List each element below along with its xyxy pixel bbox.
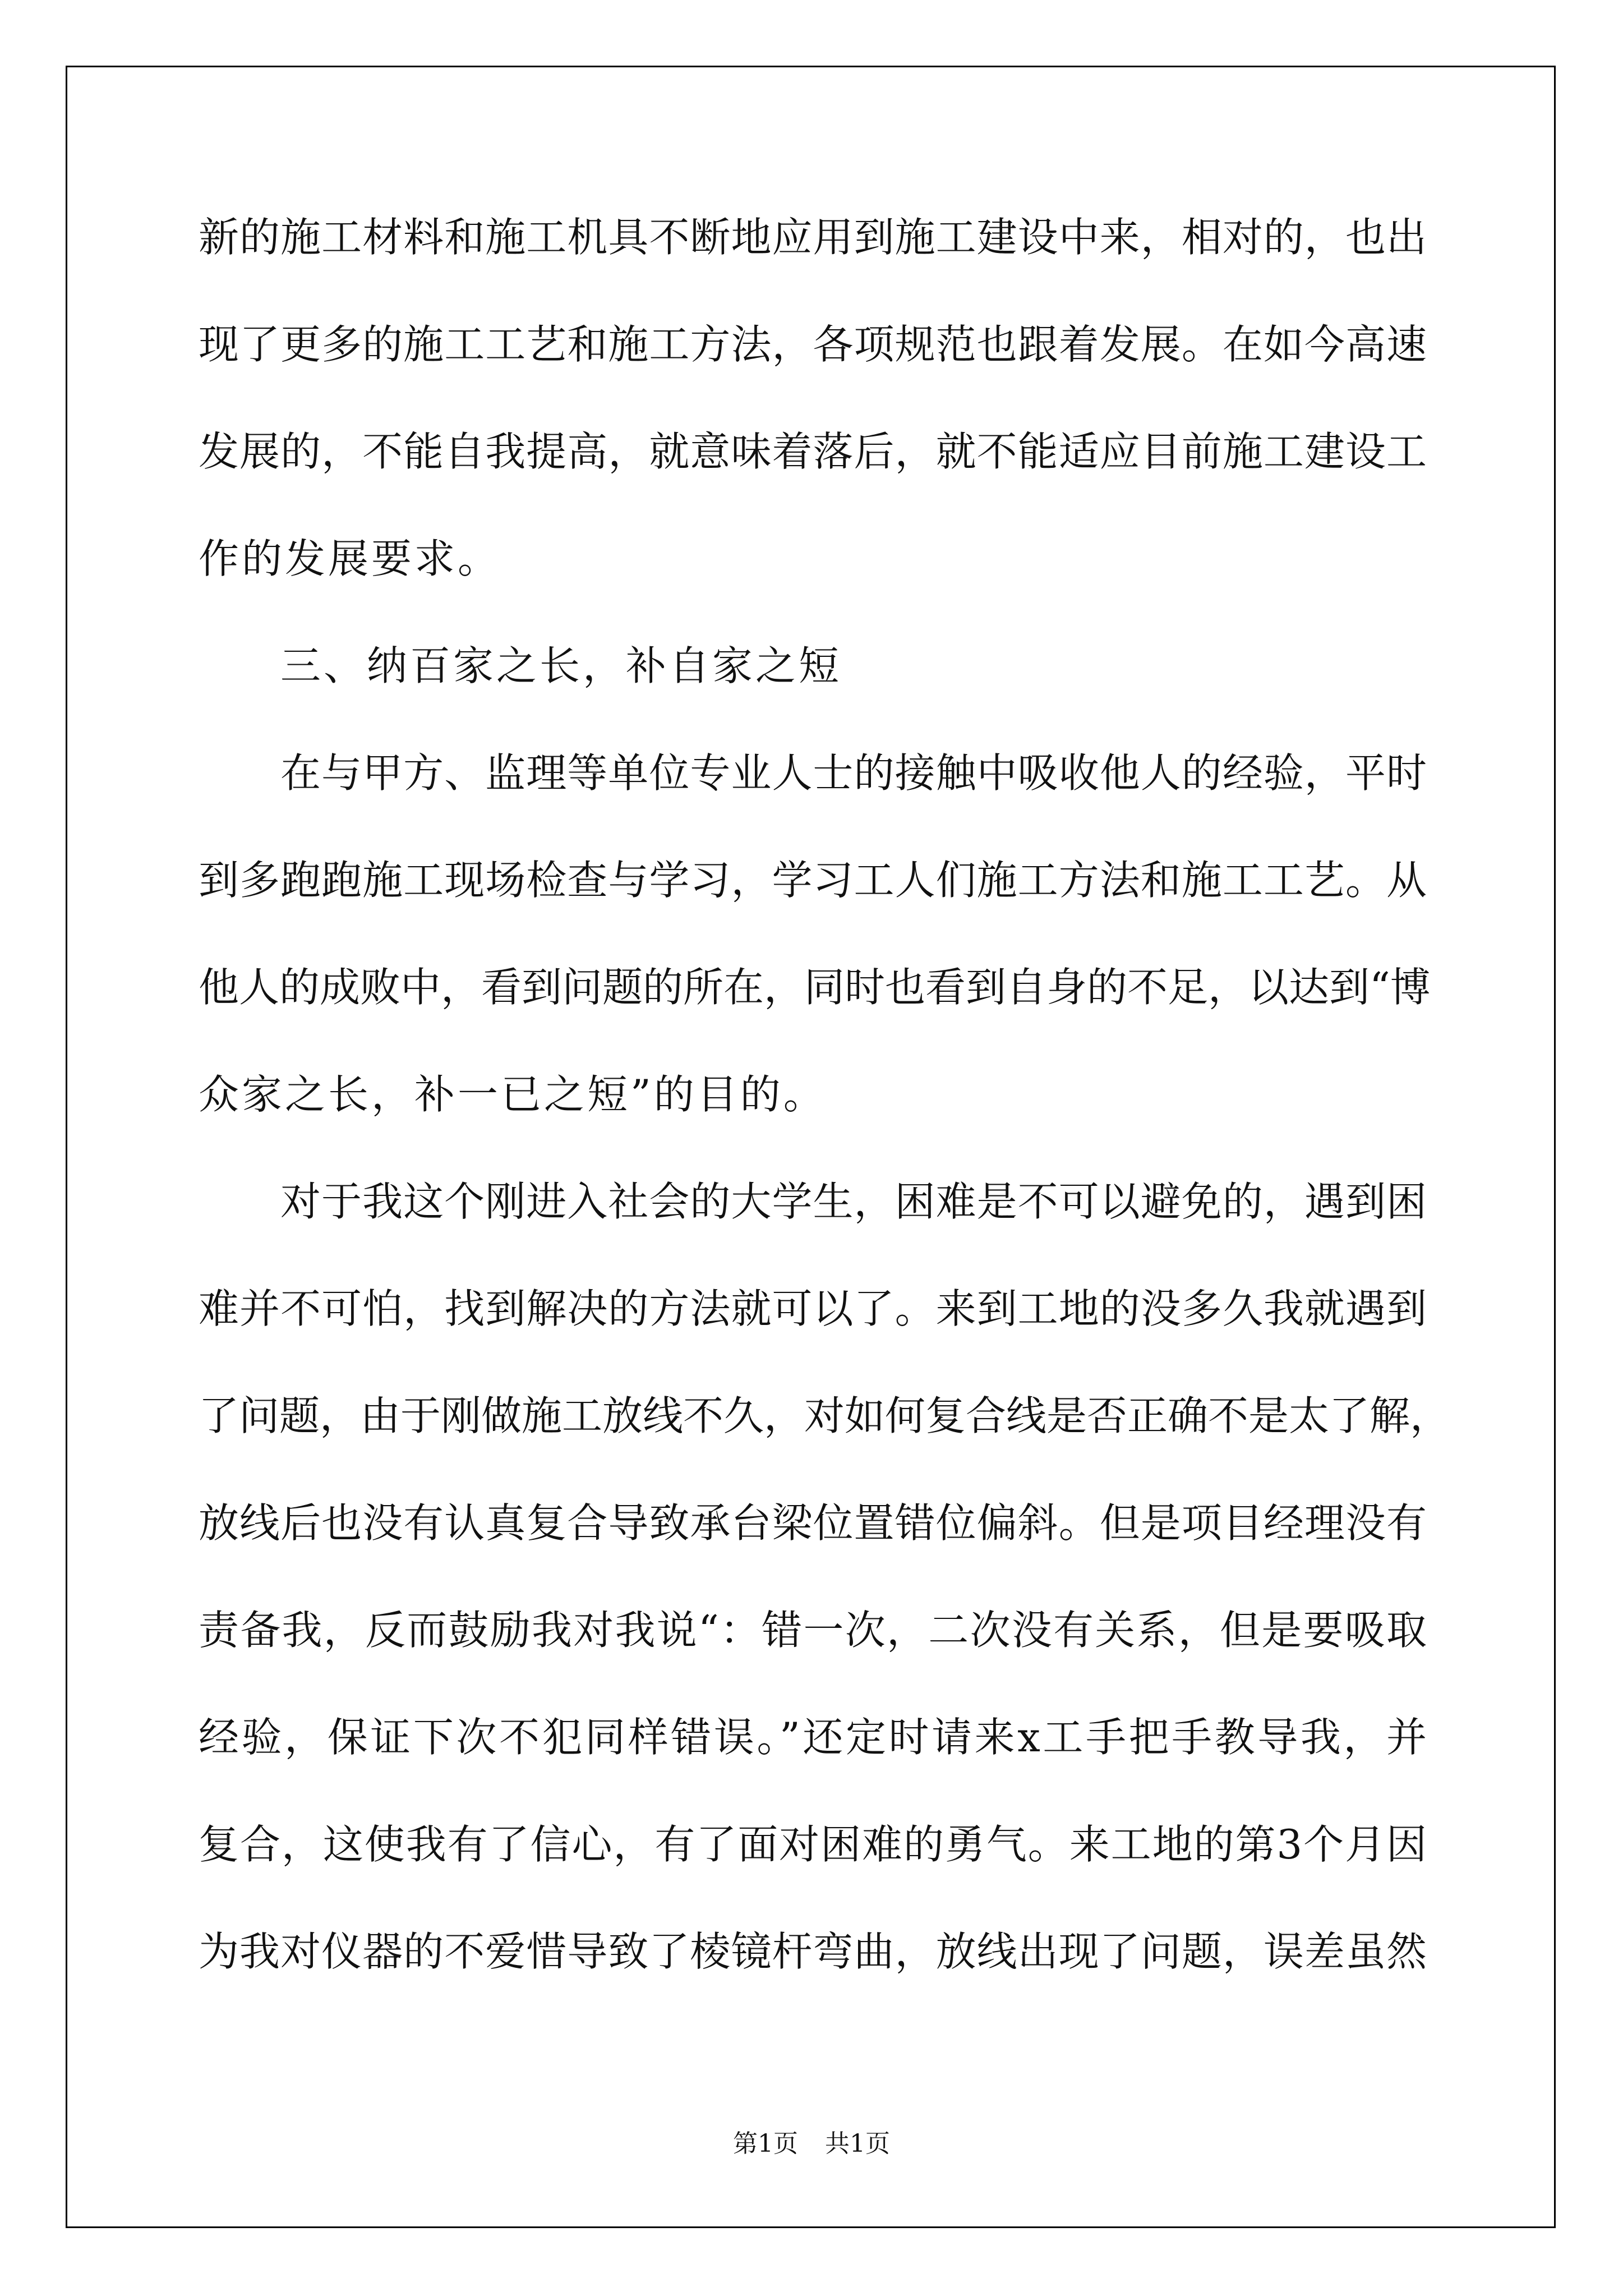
text-line: 了问题，由于刚做施工放线不久，对如何复合线是否正确不是太了解， xyxy=(199,1392,1451,1439)
text-line: 新的施工材料和施工机具不断地应用到施工建设中来，相对的，也出 xyxy=(199,214,1427,261)
text-line: 复合，这使我有了信心，有了面对困难的勇气。来工地的第3个月因 xyxy=(199,1821,1427,1868)
text-line: 在与甲方、监理等单位专业人士的接触中吸收他人的经验，平时 xyxy=(280,749,1427,797)
text-line: 他人的成败中，看到问题的所在，同时也看到自身的不足，以达到“博 xyxy=(199,964,1431,1011)
section-heading: 三、纳百家之长，补自家之短 xyxy=(280,642,842,689)
page-number: 第1页 xyxy=(733,2129,798,2158)
text-line: 众家之长，补一已之短”的目的。 xyxy=(199,1071,827,1118)
text-line: 责备我，反而鼓励我对我说“：错一次，二次没有关系，但是要吸取 xyxy=(199,1607,1427,1654)
text-line: 为我对仪器的不爱惜导致了棱镜杆弯曲，放线出现了问题，误差虽然 xyxy=(199,1928,1427,1975)
page-total: 共1页 xyxy=(825,2129,890,2158)
text-line: 发展的，不能自我提高，就意味着落后，就不能适应目前施工建设工 xyxy=(199,428,1427,475)
text-line: 现了更多的施工工艺和施工方法，各项规范也跟着发展。在如今高速 xyxy=(199,321,1427,368)
page-border xyxy=(66,66,1556,2228)
text-line: 经验，保证下次不犯同样错误。”还定时请来x工手把手教导我，并 xyxy=(199,1714,1427,1761)
page-footer xyxy=(0,2129,1623,2158)
text-line: 到多跑跑施工现场检查与学习，学习工人们施工方法和施工工艺。从 xyxy=(199,857,1427,904)
text-line: 对于我这个刚进入社会的大学生，困难是不可以避免的，遇到困 xyxy=(280,1178,1427,1225)
text-line: 难并不可怕，找到解决的方法就可以了。来到工地的没多久我就遇到 xyxy=(199,1285,1427,1332)
text-line: 作的发展要求。 xyxy=(199,535,501,582)
text-line: 放线后也没有认真复合导致承台梁位置错位偏斜。但是项目经理没有 xyxy=(199,1499,1427,1547)
